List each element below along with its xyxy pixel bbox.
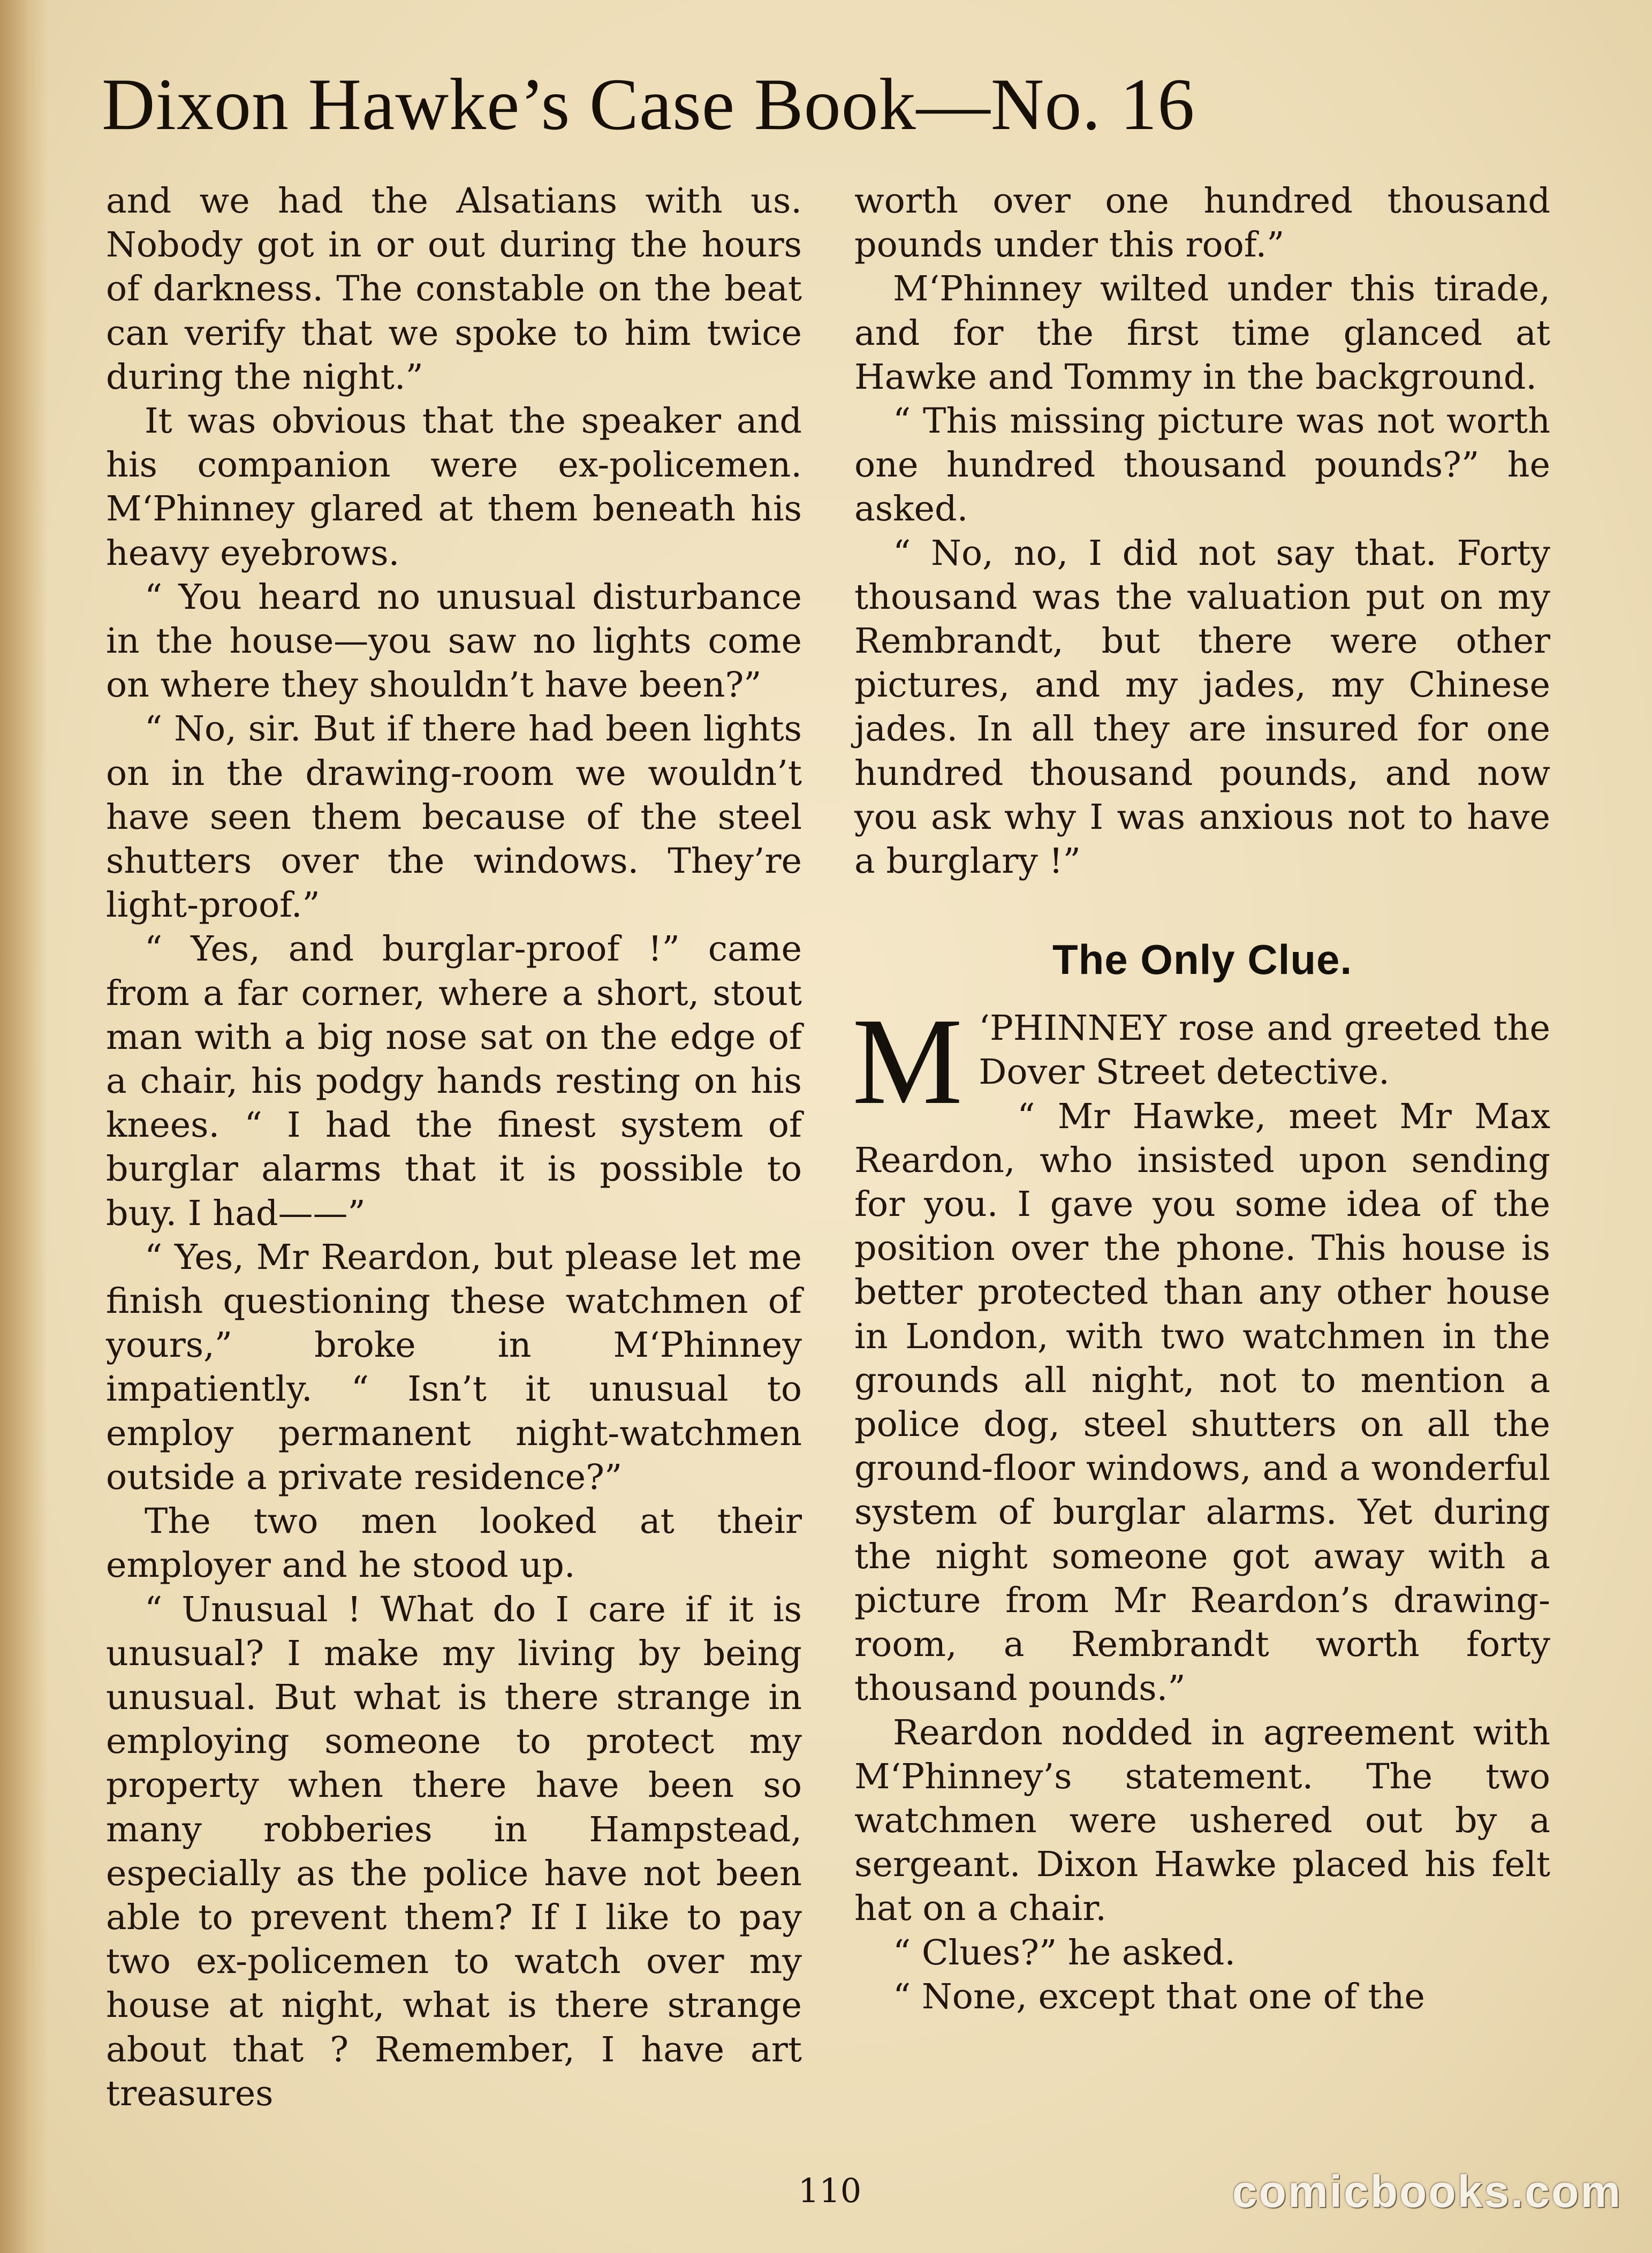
paragraph: “ Yes, and burglar-proof !” came from a far corner, where a short, stout man with a big nose sat on the edge of a chair, his podgy hands resting on his knees. “ I had the finest system of burglar alarms that it is possible to buy. I had——”: [106, 929, 802, 1234]
paragraph: “ Mr Hawke, meet Mr Max Reardon, who insisted upon sending for you. I gave you some idea of the position over the phone. This house is better protected than any other house in London, with two watchmen in the grounds all night, not to mention a police dog, steel shutters on all the ground-floor windows, and a wonderful system of burglar alarms. Yet during the night someone got away with a picture from Mr Reardon’s drawing-room, a Rembrandt worth forty thousand pounds.”: [854, 1096, 1550, 1709]
paragraph: M‘Phinney wilted under this tirade, and for the first time glanced at Hawke and Tommy in the background.: [854, 269, 1550, 397]
section-heading: The Only Clue.: [1052, 936, 1353, 984]
paragraph: “ Clues?” he asked.: [893, 1932, 1236, 1973]
paragraph: “ No, sir. But if there had been lights on in the drawing-room we wouldn’t have seen them because of the steel shutters over the windows. They’re light-proof.”: [106, 709, 802, 926]
paragraph: The two men looked at their employer and he stood up.: [106, 1501, 802, 1586]
paragraph: “ This missing picture was not worth one hundred thousand pounds?” he asked.: [854, 401, 1550, 530]
left-column: [106, 179, 802, 2116]
paragraph: and we had the Alsatians with us. Nobody got in or out during the hours of darkness. The constable on the beat can verify that we spoke to him twice during the night.”: [106, 181, 802, 397]
page-number: 110: [798, 2171, 862, 2210]
dropcap-paragraph-text: ‘PHINNEY rose and greeted the Dover Street detective.: [979, 1008, 1550, 1093]
paragraph: “ You heard no unusual disturbance in the house—you saw no lights come on where they shouldn’t have been?”: [106, 577, 802, 706]
page-edge-shadow: [0, 0, 48, 2253]
drop-cap-letter: M: [852, 993, 963, 1131]
paragraph: “ No, no, I did not say that. Forty thousand was the valuation put on my Rembrandt, but there were other pictures, and my jades, my Chinese jades. In all they are insured for one hundred thousand pounds, and now you ask why I was anxious not to have a burglary !”: [854, 533, 1550, 882]
right-column: [854, 179, 1550, 2019]
paragraph: “ Unusual ! What do I care if it is unusual? I make my living by being unusual. But what is there strange in employing someone to protect my property when there have been so many robberies in Hampstead, especially as the police have not been able to prevent them? If I like to pay two ex-policemen to watch over my house at night, what is there strange about that ? Remember, I have art treasures: [106, 1589, 802, 2114]
paragraph: worth over one hundred thousand pounds under this roof.”: [854, 181, 1550, 266]
watermark: comicbooks.com: [1232, 2166, 1622, 2217]
paragraph: Reardon nodded in agreement with M‘Phinney’s statement. The two watchmen were ushered out by a sergeant. Dixon Hawke placed his felt hat on a chair.: [854, 1712, 1550, 1929]
paragraph: “ Yes, Mr Reardon, but please let me finish questioning these watchmen of yours,” broke in M‘Phinney impatiently. “ Isn’t it unusual to employ permanent night-watchmen outside a private residence?”: [106, 1237, 802, 1498]
dropcap-paragraph: [852, 993, 1550, 1131]
page-title: Dixon Hawke’s Case Book—No. 16: [102, 63, 1195, 145]
paragraph: It was obvious that the speaker and his companion were ex-policemen. M‘Phinney glared at them beneath his heavy eyebrows.: [106, 401, 802, 573]
paragraph: “ None, except that one of the: [893, 1976, 1425, 2017]
